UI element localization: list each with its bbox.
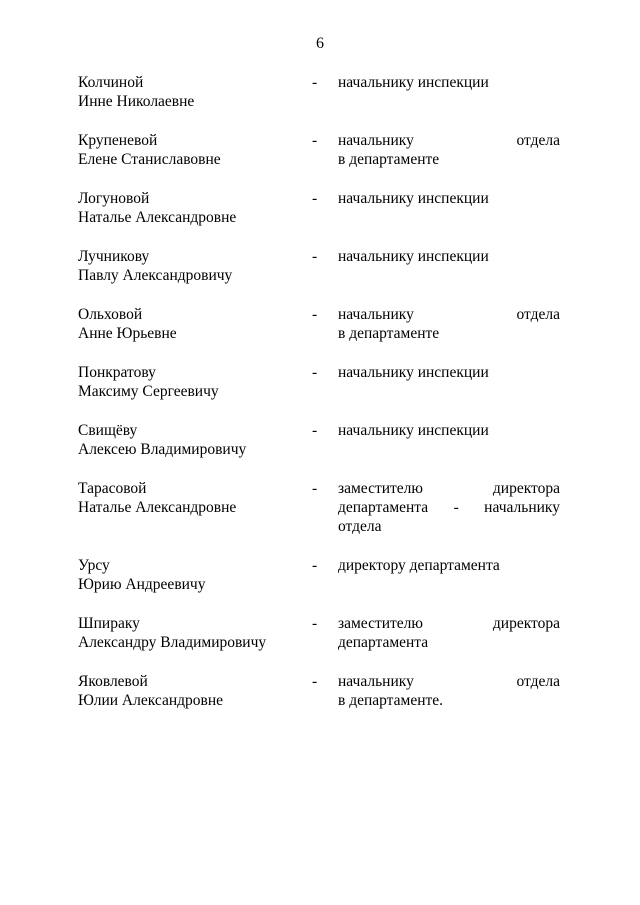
position-line: в департаменте. xyxy=(338,692,444,709)
position-line: заместителю директора xyxy=(338,480,560,497)
person-name xyxy=(78,672,303,710)
surname: Лучникову xyxy=(78,248,150,265)
position-line: департамента - начальнику xyxy=(338,499,560,516)
dash-separator: - xyxy=(312,74,318,91)
given-names: Максиму Сергеевичу xyxy=(78,383,219,400)
person-name xyxy=(78,556,303,594)
dash-separator: - xyxy=(312,615,318,632)
position-title xyxy=(338,614,560,652)
person-name xyxy=(78,305,303,343)
given-names: Юлии Александровне xyxy=(78,692,224,709)
position-line: отдела xyxy=(338,518,382,535)
position-title xyxy=(338,556,560,575)
surname: Яковлевой xyxy=(78,673,148,690)
position-title xyxy=(338,131,560,169)
position-line: начальнику отдела xyxy=(338,132,560,149)
position-line: директору департамента xyxy=(338,557,500,574)
person-name xyxy=(78,73,303,111)
given-names: Инне Николаевне xyxy=(78,93,195,110)
surname: Урсу xyxy=(78,557,110,574)
position-title xyxy=(338,479,560,536)
person-name xyxy=(78,189,303,227)
surname: Колчиной xyxy=(78,74,144,91)
position-line: начальнику отдела xyxy=(338,306,560,323)
dash-separator: - xyxy=(312,364,318,381)
position-line: начальнику инспекции xyxy=(338,422,489,439)
position-line: начальнику инспекции xyxy=(338,364,489,381)
given-names: Алексею Владимировичу xyxy=(78,441,247,458)
surname: Свищёву xyxy=(78,422,138,439)
surname: Логуновой xyxy=(78,190,150,207)
position-line: начальнику инспекции xyxy=(338,190,489,207)
surname: Крупеневой xyxy=(78,132,158,149)
dash-separator: - xyxy=(312,132,318,149)
position-line: в департаменте xyxy=(338,325,440,342)
surname: Шпираку xyxy=(78,615,140,632)
person-name xyxy=(78,614,303,652)
position-title xyxy=(338,363,560,382)
person-name xyxy=(78,131,303,169)
surname: Тарасовой xyxy=(78,480,147,497)
position-line: начальнику инспекции xyxy=(338,248,489,265)
given-names: Юрию Андреевичу xyxy=(78,576,206,593)
person-name xyxy=(78,479,303,517)
position-line: департамента xyxy=(338,634,429,651)
dash-separator: - xyxy=(312,557,318,574)
given-names: Александру Владимировичу xyxy=(78,634,267,651)
surname: Понкратову xyxy=(78,364,156,381)
position-line: заместителю директора xyxy=(338,615,560,632)
position-title xyxy=(338,305,560,343)
dash-separator: - xyxy=(312,248,318,265)
given-names: Наталье Александровне xyxy=(78,209,237,226)
position-title xyxy=(338,189,560,208)
given-names: Анне Юрьевне xyxy=(78,325,177,342)
dash-separator: - xyxy=(312,306,318,323)
dash-separator: - xyxy=(312,673,318,690)
position-line: начальнику отдела xyxy=(338,673,560,690)
given-names: Павлу Александровичу xyxy=(78,267,233,284)
position-title xyxy=(338,247,560,266)
position-title xyxy=(338,421,560,440)
position-line: в департаменте xyxy=(338,151,440,168)
dash-separator: - xyxy=(312,422,318,439)
position-title xyxy=(338,672,560,710)
person-name xyxy=(78,363,303,401)
given-names: Елене Станиславовне xyxy=(78,151,221,168)
position-line: начальнику инспекции xyxy=(338,74,489,91)
dash-separator: - xyxy=(312,480,318,497)
position-title xyxy=(338,73,560,92)
person-name xyxy=(78,421,303,459)
page-number: 6 xyxy=(316,35,324,52)
dash-separator: - xyxy=(312,190,318,207)
given-names: Наталье Александровне xyxy=(78,499,237,516)
person-name xyxy=(78,247,303,285)
surname: Ольховой xyxy=(78,306,143,323)
